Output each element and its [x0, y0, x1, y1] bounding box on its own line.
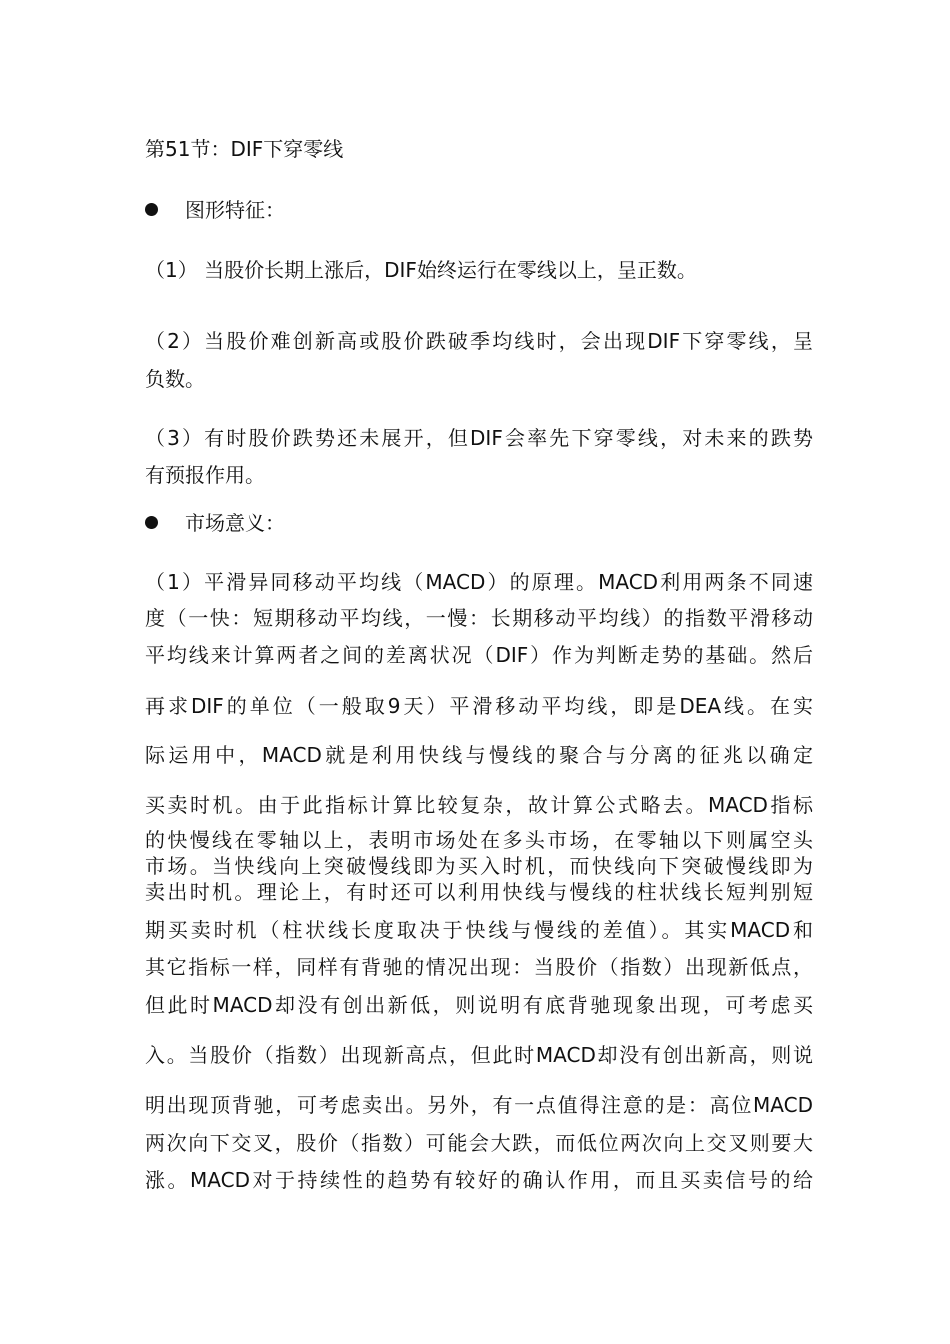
meaning-line-2: 度（一快：短期移动平均线，一慢：长期移动平均线）的指数平滑移动 [145, 606, 813, 630]
meaning-line-3: 平均线来计算两者之间的差离状况（DIF）作为判断走势的基础。然后 [145, 643, 813, 667]
section-heading-meaning [145, 509, 285, 537]
meaning-line-12: 但此时MACD却没有创出新低，则说明有底背驰现象出现，可考虑买 [145, 993, 813, 1017]
meaning-line-16: 涨。MACD对于持续性的趋势有较好的确认作用，而且买卖信号的给 [145, 1168, 813, 1192]
meaning-line-15: 两次向下交叉，股价（指数）可能会大跌，而低位两次向上交叉则要大 [145, 1131, 813, 1155]
feature-item-3-line-1: （3）有时股价跌势还未展开，但DIF会率先下穿零线，对未来的跌势 [145, 426, 813, 450]
meaning-line-14: 明出现顶背驰，可考虑卖出。另外，有一点值得注意的是：高位MACD [145, 1093, 813, 1117]
feature-item-2-line-1: （2）当股价难创新高或股价跌破季均线时，会出现DIF下穿零线，呈 [145, 329, 813, 353]
meaning-line-11: 其它指标一样，同样有背驰的情况出现：当股价（指数）出现新低点， [145, 955, 813, 979]
meaning-line-8: 市场。当快线向上突破慢线即为买入时机，而快线向下突破慢线即为 [145, 854, 813, 878]
section-heading-text: 图形特征： [185, 198, 285, 222]
feature-item-3-line-2: 有预报作用。 [145, 463, 265, 487]
feature-item-1: （1） 当股价长期上涨后，DIF始终运行在零线以上，呈正数。 [145, 258, 697, 282]
bullet-icon [145, 203, 158, 216]
section-heading-features [145, 196, 285, 224]
meaning-line-4: 再求DIF的单位（一般取9天）平滑移动平均线，即是DEA线。在实 [145, 694, 813, 718]
meaning-line-6: 买卖时机。由于此指标计算比较复杂，故计算公式略去。MACD指标 [145, 793, 813, 817]
meaning-line-7: 的快慢线在零轴以上，表明市场处在多头市场，在零轴以下则属空头 [145, 828, 813, 852]
meaning-line-13: 入。当股价（指数）出现新高点，但此时MACD却没有创出新高，则说 [145, 1043, 813, 1067]
section-heading-text: 市场意义： [185, 511, 285, 535]
feature-item-2-line-2: 负数。 [145, 367, 205, 391]
page-title: 第51节：DIF下穿零线 [145, 137, 344, 161]
meaning-line-10: 期买卖时机（柱状线长度取决于快线与慢线的差值）。其实MACD和 [145, 918, 813, 942]
bullet-icon [145, 516, 158, 529]
meaning-line-9: 卖出时机。理论上，有时还可以利用快线与慢线的柱状线长短判别短 [145, 880, 813, 904]
meaning-line-1: （1）平滑异同移动平均线（MACD）的原理。MACD利用两条不同速 [145, 570, 813, 594]
meaning-line-5: 际运用中，MACD就是利用快线与慢线的聚合与分离的征兆以确定 [145, 743, 813, 767]
